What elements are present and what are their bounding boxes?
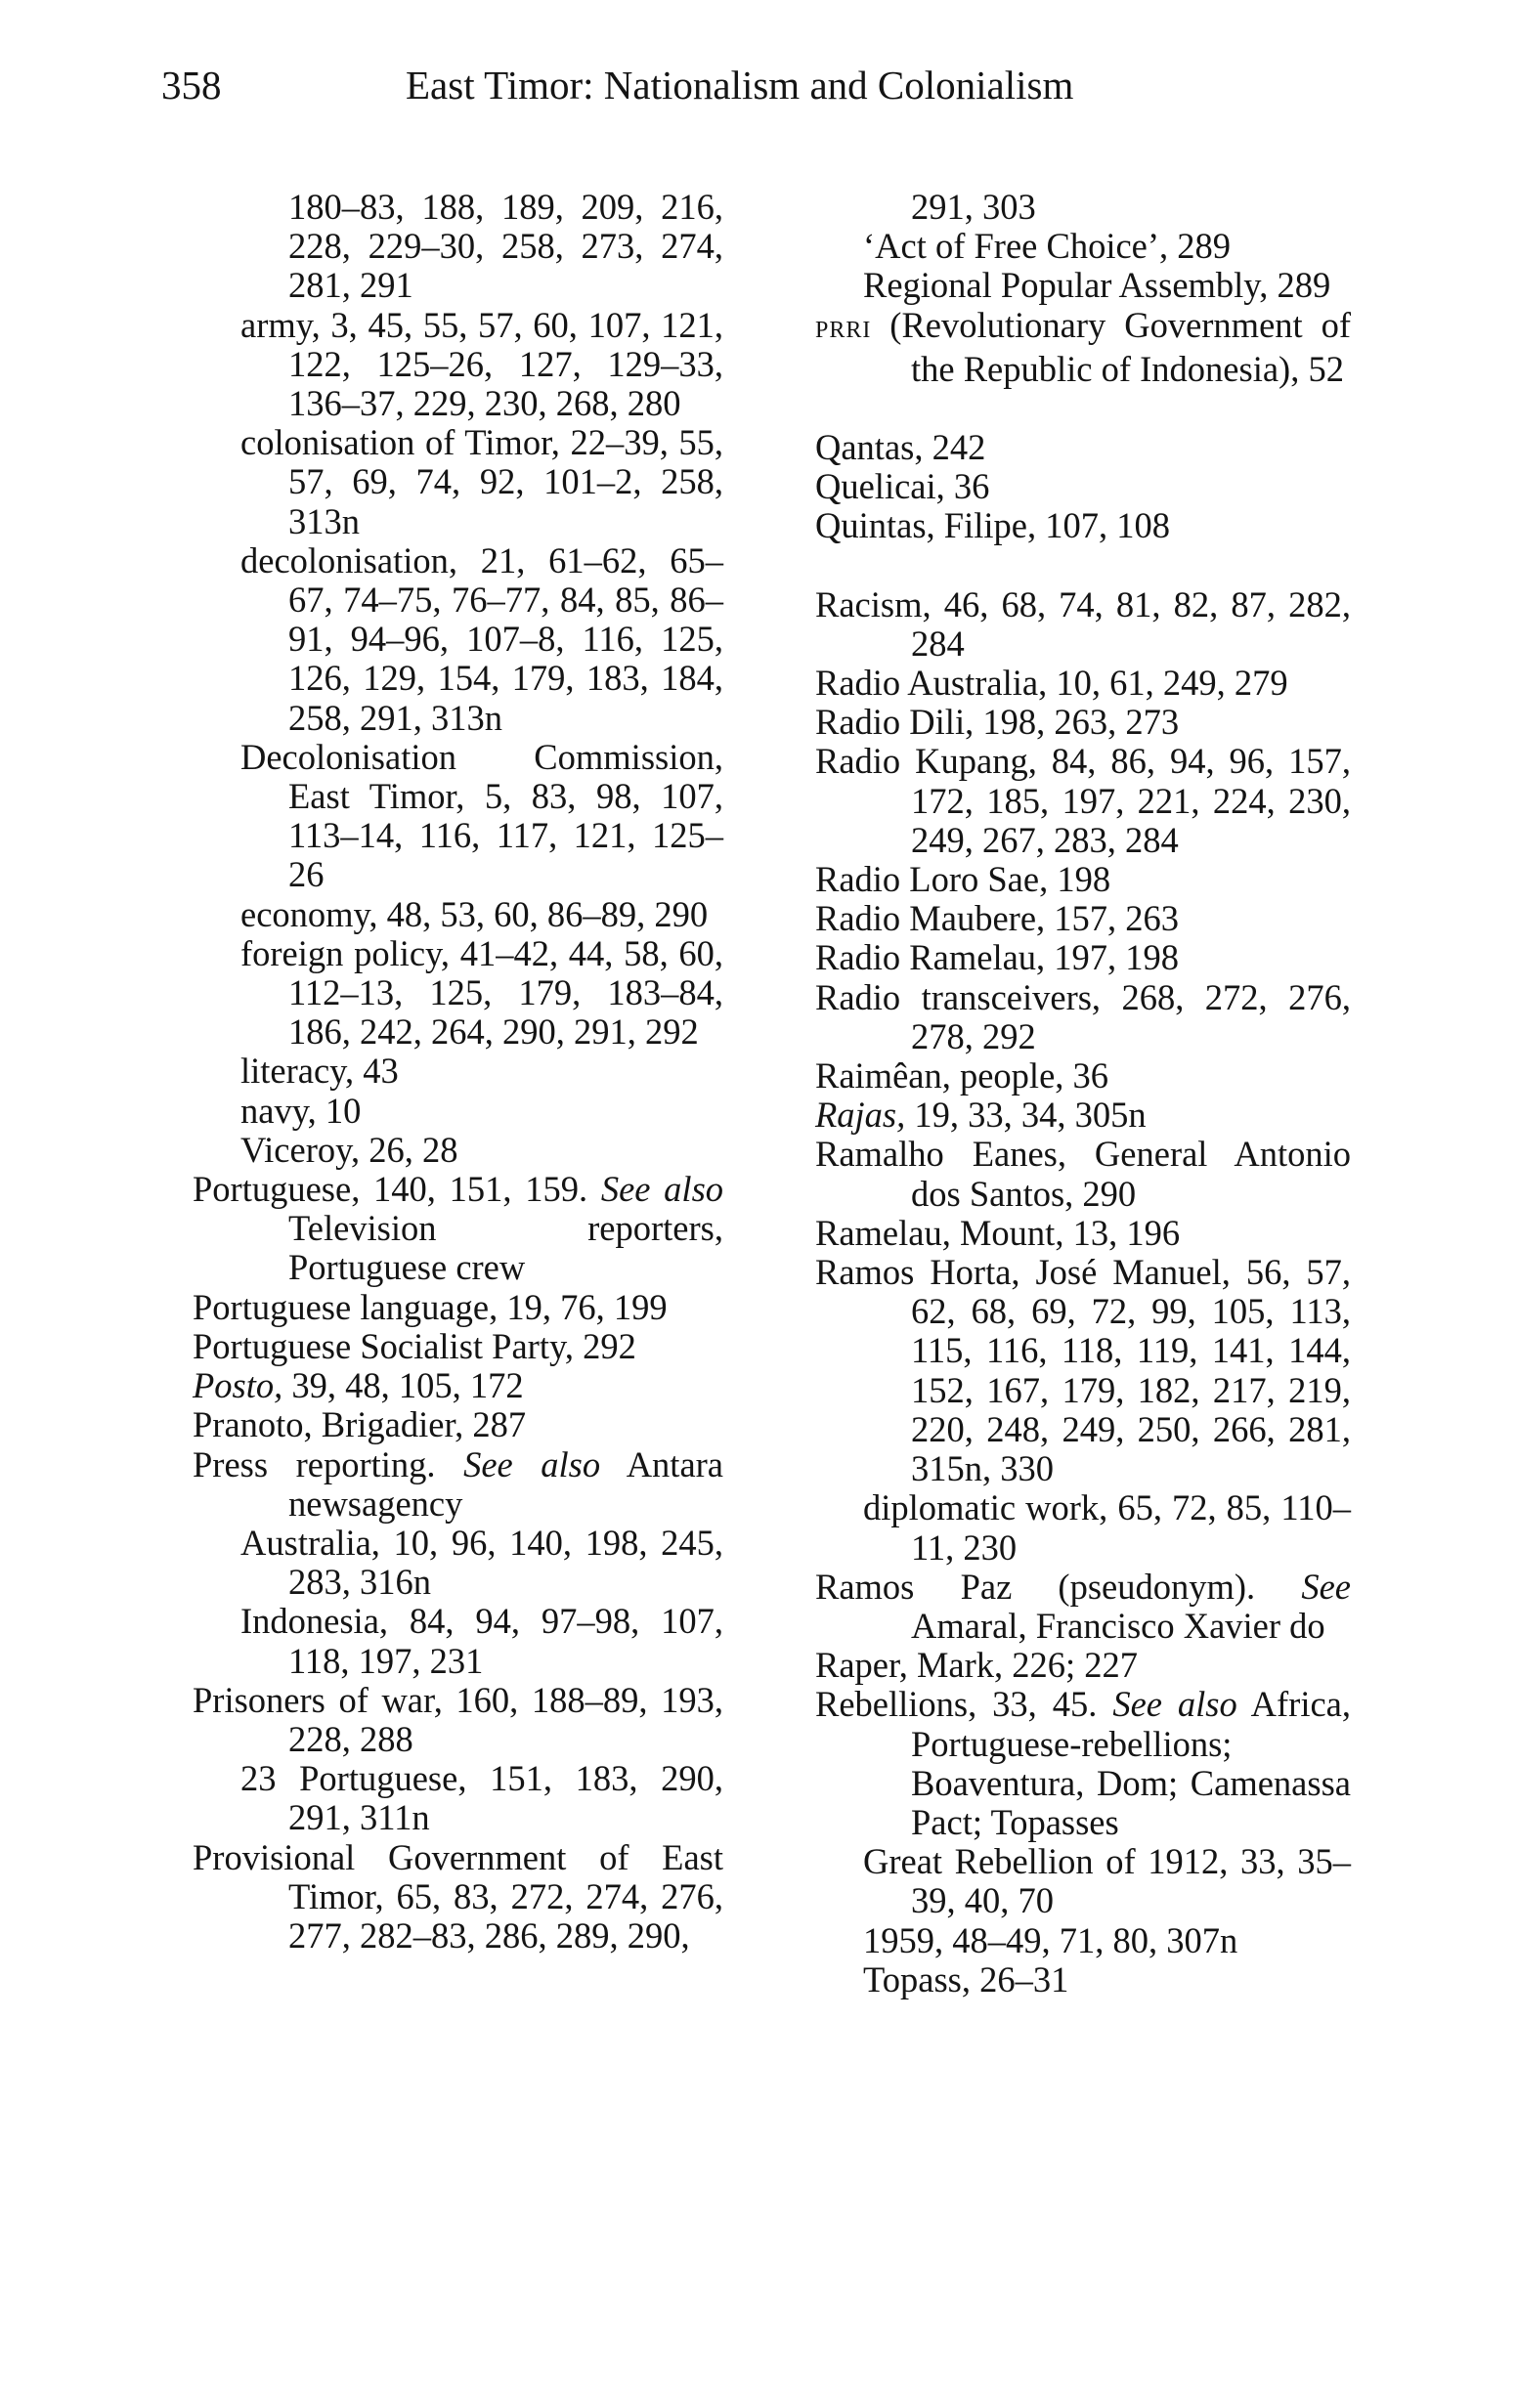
index-subentry-topass: Topass, 26–31 [863,1958,1069,2000]
index-entry-ramalho-eanes: Ramalho Eanes, General Antonio dos Santos, 290 [815,1134,1351,1214]
index-entry-radio-kupang: Radio Kupang, 84, 86, 94, 96, 157, 172, 185, 197, 221, 224, 230, 249, 267, 283, 284 [815,741,1351,860]
entry-main-text: Press reporting. [193,1443,436,1484]
index-subentry-army: army, 3, 45, 55, 57, 60, 107, 121, 122, 125–26, 127, 129–33, 136–37, 229, 230, 268, 280 [240,304,723,424]
cross-reference: Amaral, Francisco Xavier do [911,1605,1325,1646]
entry-main-text: Rebellions, 33, 45. [815,1684,1098,1725]
see-label: See [1301,1566,1351,1607]
see-also-label: See also [463,1443,601,1484]
index-entry-portuguese [193,1170,723,1288]
entry-term: Rajas, [815,1095,906,1136]
index-subentry-viceroy: Viceroy, 26, 28 [240,1129,458,1170]
running-head [161,61,1073,109]
index-entry-qantas: Qantas, 242 [815,427,986,468]
index-entry-posto [193,1366,723,1405]
index-subentry-great-rebellion: Great Rebellion of 1912, 33, 35–39, 40, 70 [863,1841,1351,1921]
index-entry-raper: Raper, Mark, 226; 227 [815,1645,1139,1686]
index-entry-radio-australia: Radio Australia, 10, 61, 249, 279 [815,663,1288,704]
entry-main-text: Portuguese, 140, 151, 159. [193,1169,588,1210]
index-entry-rebellions [815,1685,1351,1842]
entry-term: Posto, [193,1365,283,1406]
index-entry-press-reporting [193,1445,723,1524]
index-subentry-23-portuguese: 23 Portuguese, 151, 183, 290, 291, 311n [240,1758,723,1838]
index-entry-radio-transceivers: Radio transceivers, 268, 272, 276, 278, 292 [815,976,1351,1056]
index-subentry-navy: navy, 10 [240,1090,362,1131]
index-column-left [193,188,723,1956]
page-number: 358 [161,63,222,108]
entry-pages: 19, 33, 34, 305n [914,1095,1147,1136]
see-also-label: See also [1112,1684,1237,1725]
index-column-right [815,188,1351,2000]
index-entry-ramos-paz [815,1568,1351,1646]
cross-reference: Antara newsagency [288,1443,723,1524]
index-entry-rajas [815,1096,1351,1135]
index-subentry-regional-popular-assembly: Regional Popular Assembly, 289 [863,265,1331,306]
index-entry-racism: Racism, 46, 68, 74, 81, 82, 87, 282, 284 [815,583,1351,664]
entry-text: (Revolutionary Government of the Republic of Indonesia), 52 [889,304,1351,389]
index-entry-continuation: 291, 303 [911,187,1036,227]
index-entry-ramelau-mount: Ramelau, Mount, 13, 196 [815,1212,1181,1253]
book-title: East Timor: Nationalism and Colonialism [406,63,1074,108]
entry-main-text: Ramos Paz (pseudonym). [815,1566,1256,1607]
index-entry-pranoto: Pranoto, Brigadier, 287 [193,1404,527,1445]
index-entry-prri [815,306,1351,389]
index-entry-radio-maubere: Radio Maubere, 157, 263 [815,898,1180,939]
index-entry-quintas: Quintas, Filipe, 107, 108 [815,505,1170,546]
index-entry-prisoners-of-war: Prisoners of war, 160, 188–89, 193, 228, 288 [193,1679,723,1759]
index-entry-raimean: Raimêan, people, 36 [815,1055,1109,1096]
index-subentry-literacy: literacy, 43 [240,1051,399,1092]
index-subentry-decolonisation-commission: Decolonisation Commission, East Timor, 5, 83, 98, 107, 113–14, 116, 117, 121, 125–26 [240,736,723,895]
index-entry-provisional-government: Provisional Government of East Timor, 65, 83, 272, 274, 276, 277, 282–83, 286, 289, 290, [193,1836,723,1956]
index-entry-radio-dili: Radio Dili, 198, 263, 273 [815,702,1180,743]
index-subentry-diplomatic-work: diplomatic work, 65, 72, 85, 110–11, 230 [863,1487,1351,1568]
index-subentry-colonisation: colonisation of Timor, 22–39, 55, 57, 69, 74, 92, 101–2, 258, 313n [240,422,723,541]
index-subentry-press-indonesia: Indonesia, 84, 94, 97–98, 107, 118, 197, 231 [240,1601,723,1681]
cross-reference: Africa, Portuguese-rebellions; Boaventura, Dom; Camenassa Pact; Topasses [911,1684,1352,1842]
cross-reference: Television reporters, Portuguese crew [288,1208,723,1288]
index-entry-portuguese-socialist-party: Portuguese Socialist Party, 292 [193,1325,636,1366]
see-also-label: See also [600,1169,724,1210]
index-subentry-press-australia: Australia, 10, 96, 140, 198, 245, 283, 316n [240,1522,723,1603]
index-entry-radio-loro-sae: Radio Loro Sae, 198 [815,859,1111,900]
index-subentry-foreign-policy: foreign policy, 41–42, 44, 58, 60, 112–13, 125, 179, 183–84, 186, 242, 264, 290, 291, 292 [240,932,723,1053]
index-entry-quelicai: Quelicai, 36 [815,466,990,507]
index-entry-portuguese-language: Portuguese language, 19, 76, 199 [193,1286,668,1327]
index-entry-ramos-horta: Ramos Horta, José Manuel, 56, 57, 62, 68, 69, 72, 99, 105, 113, 115, 116, 118, 119, 141, 144, 152, 167, 179, 182, 217, 219, 220, 248, 249, 250, 266, 281, 315n, 330 [815,1252,1351,1489]
entry-pages: 39, 48, 105, 172 [291,1365,524,1406]
index-entry-radio-ramelau: Radio Ramelau, 197, 198 [815,937,1180,978]
index-subentry-1959: 1959, 48–49, 71, 80, 307n [863,1919,1238,1960]
index-entry-continuation: 180–83, 188, 189, 209, 216, 228, 229–30, 258, 273, 274, 281, 291 [288,187,723,306]
index-subentry-economy: economy, 48, 53, 60, 86–89, 290 [240,893,709,934]
entry-abbreviation: PRRI [815,317,872,343]
index-subentry-decolonisation: decolonisation, 21, 61–62, 65–67, 74–75, 76–77, 84, 85, 86–91, 94–96, 107–8, 116, 125, 126, 129, 154, 179, 183, 184, 258, 291, 313n [240,539,723,738]
index-subentry-act-of-free-choice: ‘Act of Free Choice’, 289 [863,226,1232,267]
